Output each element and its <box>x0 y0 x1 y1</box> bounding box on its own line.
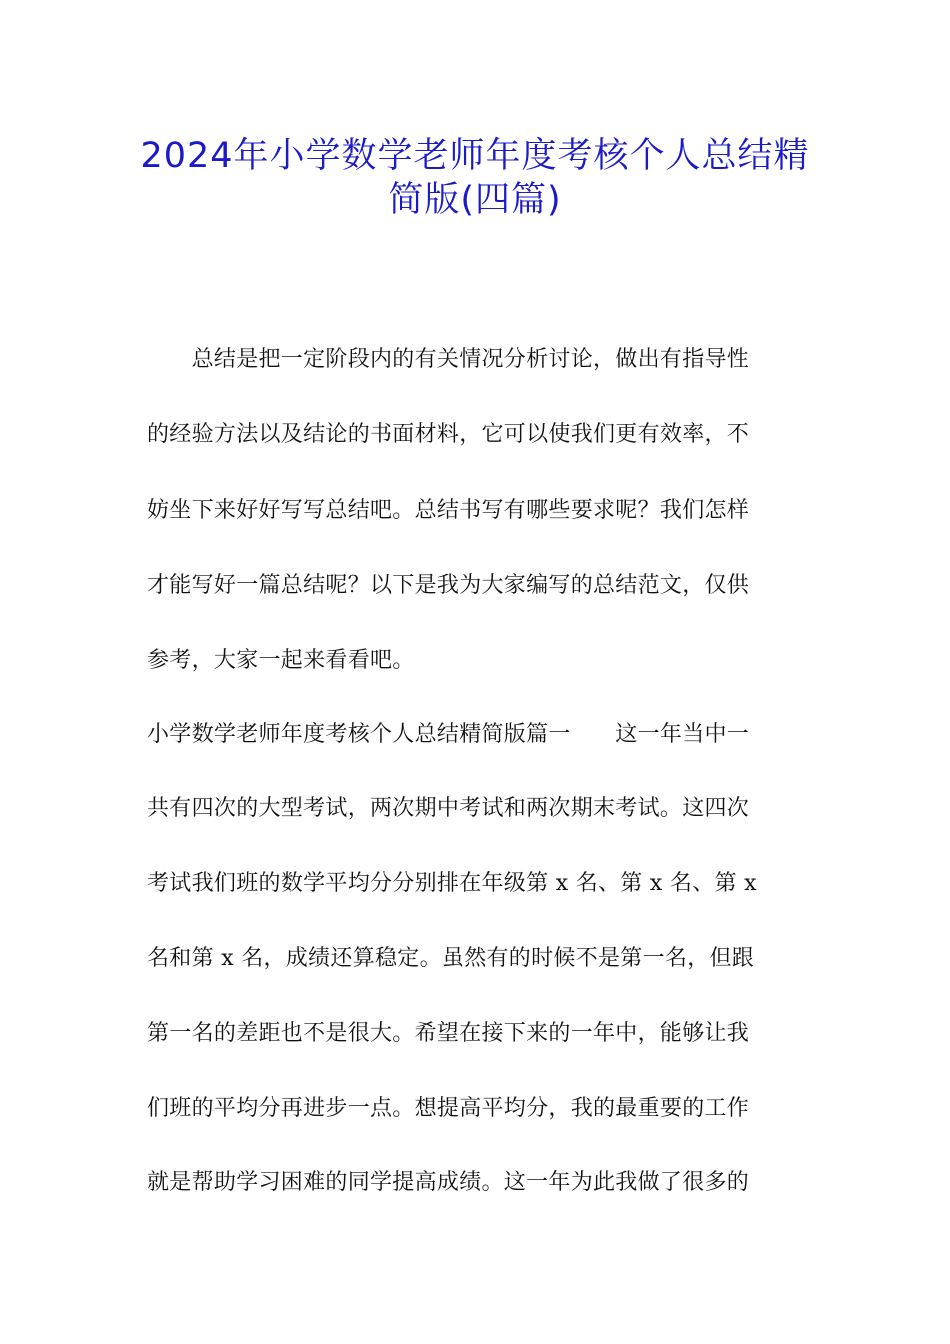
body-text-line: 才能写好一篇总结呢？以下是我为大家编写的总结范文，仅供 <box>147 573 750 598</box>
body-text-line: 总结是把一定阶段内的有关情况分析讨论，做出有指导性 <box>147 347 750 372</box>
body-text-line: 就是帮助学习困难的同学提高成绩。这一年为此我做了很多的 <box>147 1170 750 1195</box>
body-text-line: 共有四次的大型考试，两次期中考试和两次期末考试。这四次 <box>147 796 750 821</box>
body-text-line: 妨坐下来好好写写总结吧。总结书写有哪些要求呢？我们怎样 <box>147 498 750 523</box>
document-title-line-1: 2024年小学数学老师年度考核个人总结精 <box>140 136 810 176</box>
body-text-line: 的经验方法以及结论的书面材料，它可以使我们更有效率，不 <box>147 422 750 447</box>
body-text-line: 参考，大家一起来看看吧。 <box>147 648 415 673</box>
section-heading-line: 小学数学老师年度考核个人总结精简版篇一 这一年当中一 <box>147 722 750 747</box>
body-text-line: 名和第 x 名，成绩还算稳定。虽然有的时候不是第一名，但跟 <box>147 946 755 971</box>
body-text-line: 第一名的差距也不是很大。希望在接下来的一年中，能够让我 <box>147 1021 750 1046</box>
body-text-line: 考试我们班的数学平均分分别排在年级第 x 名、第 x 名、第 x <box>147 871 757 896</box>
body-text-line: 们班的平均分再进步一点。想提高平均分，我的最重要的工作 <box>147 1096 750 1121</box>
document-title-line-2: 简版(四篇) <box>388 180 562 220</box>
